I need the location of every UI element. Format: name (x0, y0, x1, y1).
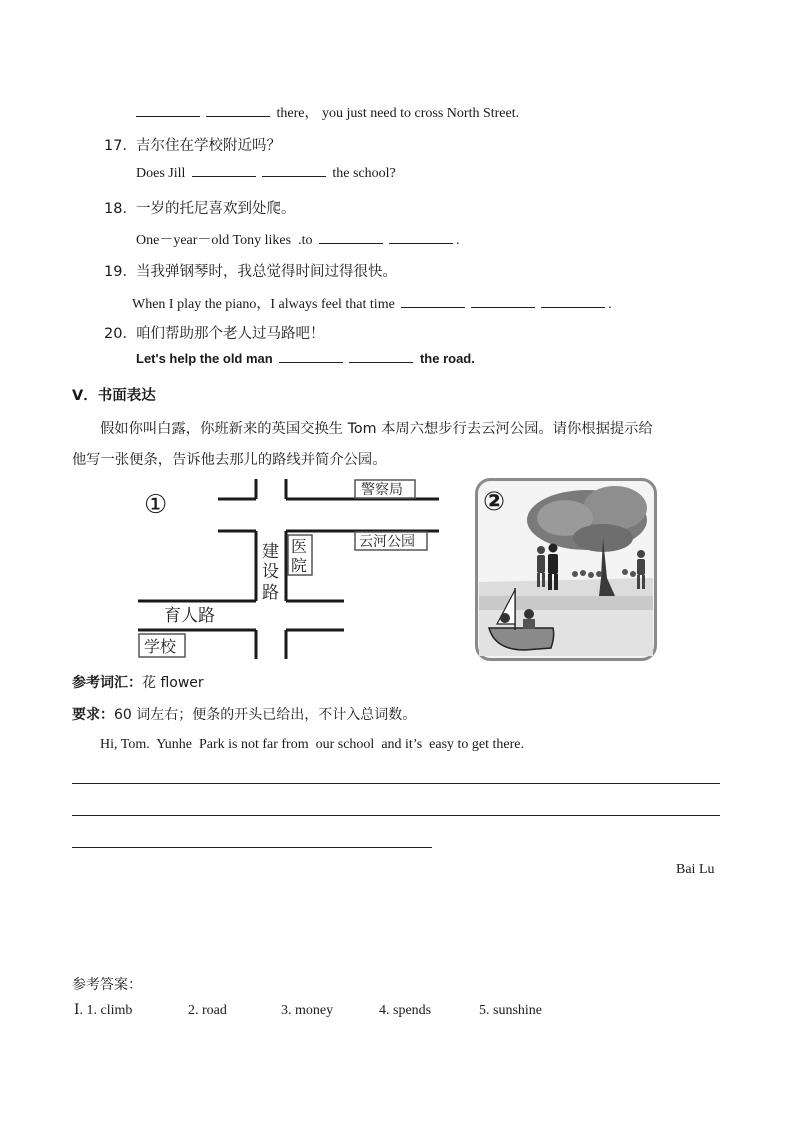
street-v-3: 路 (262, 583, 279, 603)
answer-5: 5. sunshine (479, 1003, 542, 1018)
writing-line[interactable] (72, 815, 720, 816)
writing-line[interactable] (72, 783, 720, 784)
q17-text-before: Does Jill (136, 166, 186, 181)
requirement-text: 60 词左右；便条的开头已给出，不计入总词数。 (114, 707, 417, 723)
signature: Bai Lu (676, 862, 715, 877)
q17-text-after: the school? (332, 166, 396, 181)
answer-blank[interactable] (541, 306, 605, 308)
q20-text-after: the road. (419, 351, 475, 366)
answer-blank[interactable] (349, 361, 413, 363)
writing-line[interactable] (72, 847, 432, 848)
q20-number: 20． (104, 326, 137, 342)
hospital-label-1: 医 (291, 537, 308, 556)
q16-line (136, 102, 519, 122)
answer-blank[interactable] (192, 175, 256, 177)
prompt-line-1: 假如你叫白露，你班新来的英国交换生 Tom 本周六想步行去云河公园。请你根据提示给 (100, 421, 653, 437)
q18-chinese: 一岁的托尼喜欢到处爬。 (136, 201, 296, 217)
essay-opening: Hi, Tom. Yunhe Park is not far from our school and it’s easy to get there. (100, 737, 524, 752)
answers-label: 参考答案： (72, 977, 142, 993)
answer-blank[interactable] (136, 115, 200, 117)
q17-chinese: 吉尔住在学校附近吗？ (136, 138, 281, 154)
school-label: 学校 (144, 637, 177, 656)
answer-blank[interactable] (279, 361, 343, 363)
q19-english (132, 293, 612, 313)
answer-2: 2. road (188, 1003, 227, 1018)
requirement-line (72, 704, 416, 724)
vocab-line (72, 672, 204, 692)
q19-chinese: 当我弹钢琴时，我总觉得时间过得很快。 (136, 264, 397, 280)
answer-blank[interactable] (389, 242, 453, 244)
q19-number: 19． (104, 264, 137, 280)
q20-chinese: 咱们帮助那个老人过马路吧！ (136, 326, 325, 342)
q18-number: 18． (104, 201, 137, 217)
answer-blank[interactable] (262, 175, 326, 177)
answer-blank[interactable] (471, 306, 535, 308)
q17-number: 17． (104, 138, 137, 154)
q20-text-before: Let's help the old man (136, 351, 273, 366)
street-h-label: 育人路 (164, 606, 215, 626)
answer-blank[interactable] (206, 115, 270, 117)
vocab-text: 花 flower (142, 675, 204, 691)
police-station-label: 警察局 (361, 482, 403, 498)
answer-4: 4. spends (379, 1003, 432, 1018)
route-map (136, 477, 449, 661)
street-v-2: 设 (262, 562, 279, 582)
park-label: 云河公园 (359, 534, 415, 550)
answer-3: 3. money (281, 1003, 334, 1018)
section-heading: V．书面表达 (72, 388, 156, 404)
requirement-label: 要求： (72, 707, 114, 723)
street-v-1: 建 (262, 542, 279, 562)
answer-blank[interactable] (401, 306, 465, 308)
q18-text-before: One－year－old Tony likes .to (136, 233, 313, 248)
answer-1: Ⅰ. 1. climb (74, 1003, 133, 1018)
q16-text: there， you just need to cross North Street. (276, 106, 520, 121)
q17-english (136, 166, 396, 182)
vocab-label: 参考词汇： (72, 675, 142, 691)
picture-marker: ② (483, 487, 506, 517)
q18-text-after: . (455, 233, 460, 248)
q20-english (136, 351, 475, 366)
q19-text-after: . (608, 297, 612, 312)
answer-blank[interactable] (319, 242, 383, 244)
prompt-line-2: 他写一张便条，告诉他去那儿的路线并简介公园。 (72, 452, 387, 468)
hospital-label-2: 院 (291, 556, 308, 575)
answers-line (74, 1002, 542, 1019)
q19-text-before: When I play the piano，I always feel that time (132, 297, 395, 312)
park-illustration (475, 478, 657, 661)
map-marker: ① (144, 490, 168, 520)
q18-english (136, 229, 459, 249)
